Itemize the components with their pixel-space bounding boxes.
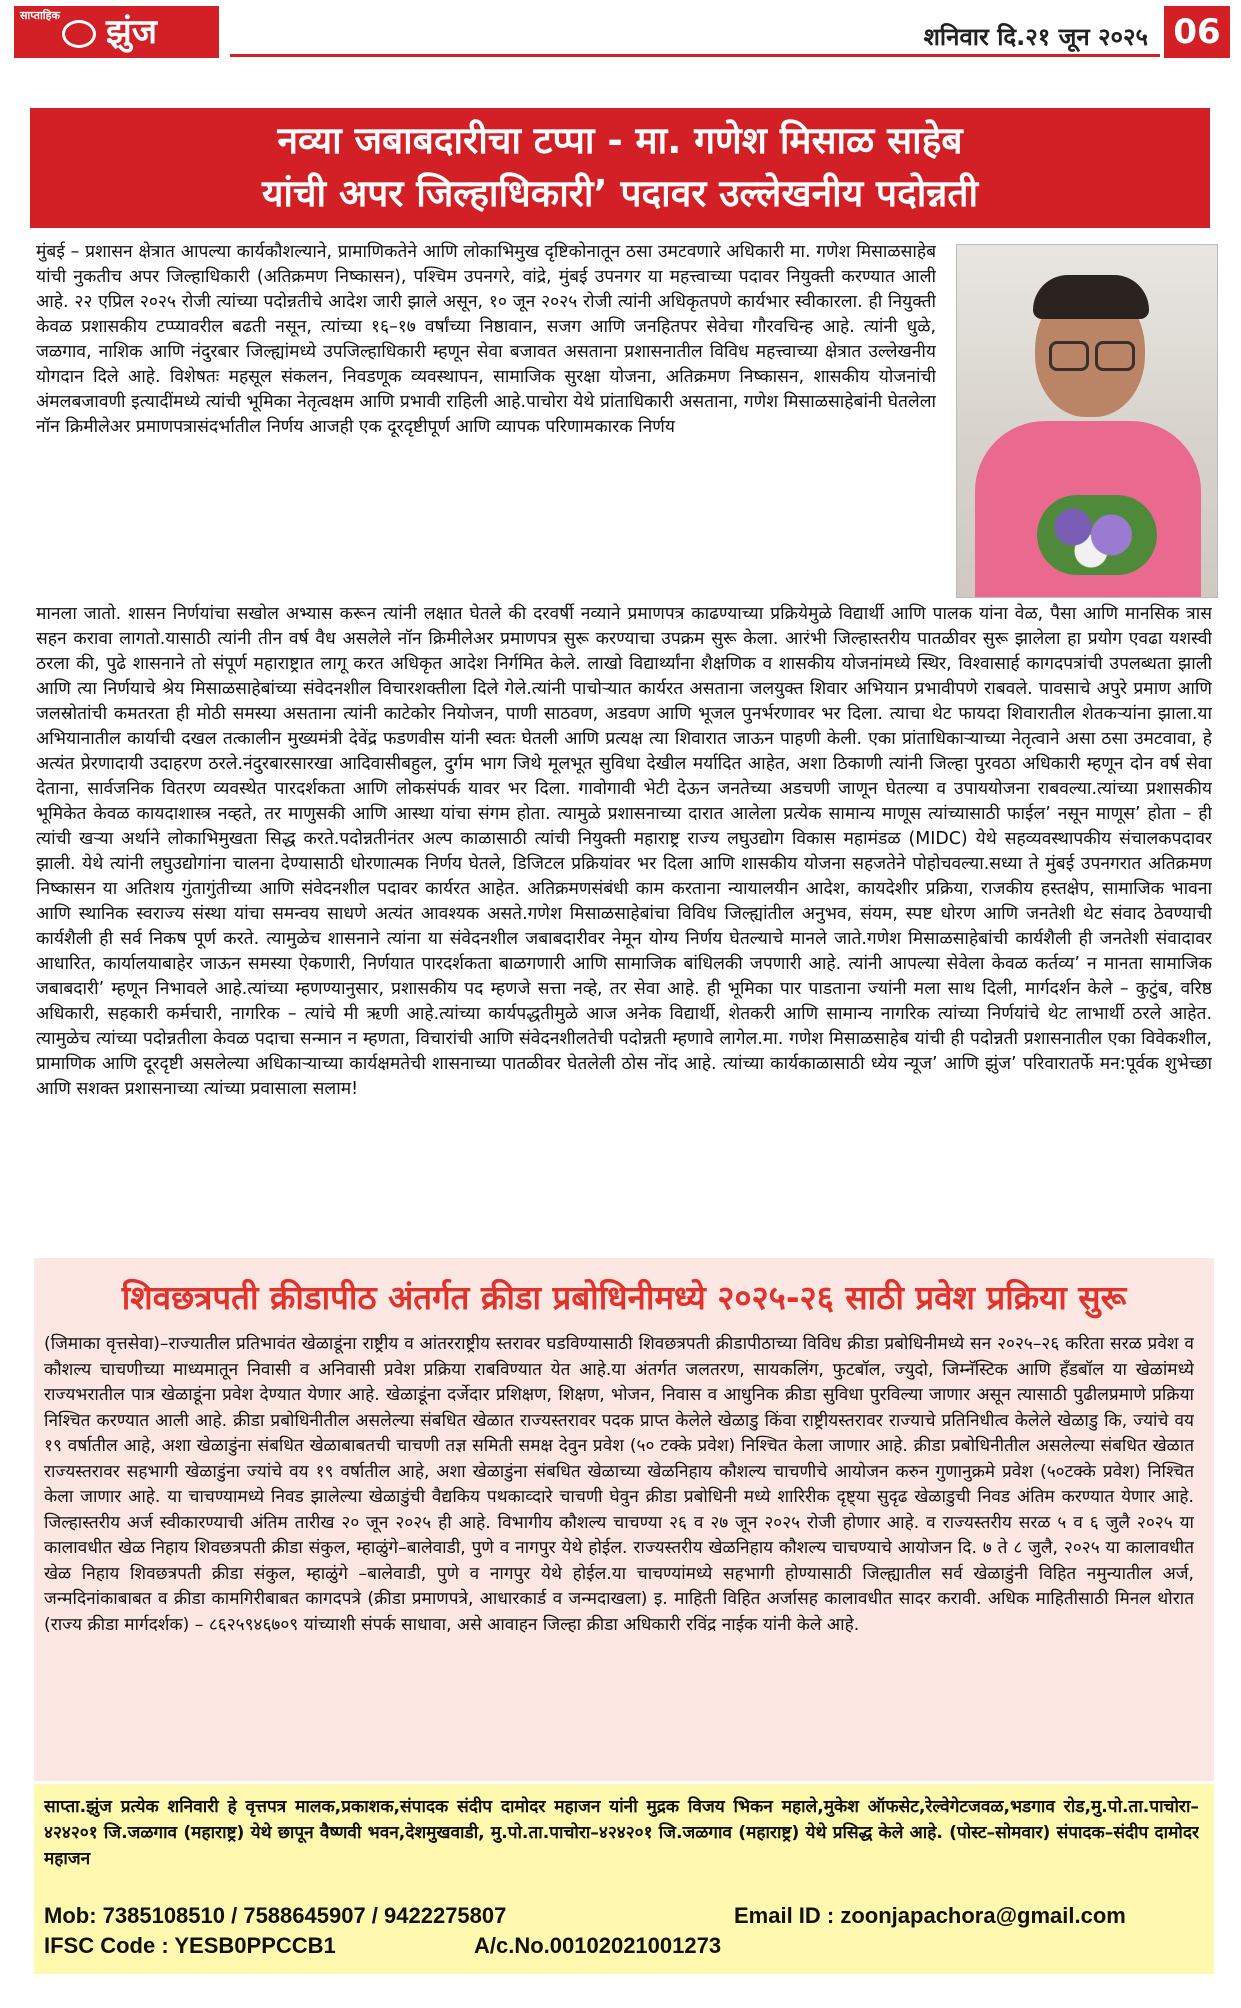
article-body-part-1: मुंबई – प्रशासन क्षेत्रात आपल्या कार्यकौशल्याने, प्रामाणिकतेने आणि लोकाभिमुख दृष्टिकोनातून ठसा उमटवणारे अधिकारी मा. गणेश मिसाळसाहेब यांची नुकतीच अपर जिल्हाधिकारी (अतिक्रमण निष्कासन), पश्चिम उपनगरे, वांद्रे, मुंबई उपनगर या महत्त्वाच्या पदावर नियुक्ती करण्यात आली आहे. २२ एप्रिल २०२५ रोजी त्यांच्या पदोन्नतीचे आदेश जारी झाले असून, १० जून २०२५ रोजी त्यांनी अधिकृतपणे कार्यभार स्वीकारला. ही नियुक्ती केवळ प्रशासकीय टप्प्यावरील बढती नसून, त्यांच्या १६–१७ वर्षांच्या निष्ठावान, सजग आणि जनहितपर सेवेचा गौरवचिन्ह आहे. त्यांनी धुळे, जळगाव, नाशिक आणि नंदुरबार जिल्ह्यांमध्ये उपजिल्हाधिकारी म्हणून सेवा बजावत असताना प्रशासनातील विविध महत्त्वाच्या क्षेत्रात उल्लेखनीय योगदान दिले आहे. विशेषतः महसूल संकलन, निवडणूक व्यवस्थापन, सामाजिक सुरक्षा योजना, अतिक्रमण निष्कासन, शासकीय योजनांची अंमलबजावणी इत्यादींमध्ये त्यांची भूमिका नेतृत्वक्षम आणि प्रभावी राहिली आहे.पाचोरा येथे प्रांताधिकारी असताना, गणेश मिसाळसाहेबांनी घेतलेला नॉन क्रिमीलेअर प्रमाणपत्रासंदर्भातील निर्णय आजही एक दूरदृष्टीपूर्ण आणि व्यापक परिणामकारक निर्णय — [36, 242, 936, 437]
logo-emblem-icon — [62, 20, 96, 48]
publication-footer — [34, 1784, 1214, 1974]
main-article — [36, 240, 1212, 1260]
logo-title: झुंज — [106, 12, 157, 52]
headline-line-2: यांची अपर जिल्हाधिकारी’ पदावर उल्लेखनीय पदोन्नती — [261, 172, 979, 215]
email-address: Email ID : zoonjapachora@gmail.com — [734, 1903, 1126, 1928]
notice-body: (जिमाका वृत्तसेवा)–राज्यातील प्रतिभावंत खेळाडूंना राष्ट्रीय व आंतरराष्ट्रीय स्तरावर घडविण्यासाठी शिवछत्रपती क्रीडापीठाच्या विविध क्रीडा प्रबोधिनीमध्ये सन २०२५–२६ करिता सरळ प्रवेश व कौशल्य चाचणीच्या माध्यमातून निवासी व अनिवासी प्रवेश प्रक्रिया राबविण्यात येत आहे.या अंतर्गत जलतरण, सायकलिंग, फुटबॉल, ज्युदो, जिम्नॅस्टिक आणि हँडबॉल या खेळांमध्ये राज्यभरातील पात्र खेळाडूंना प्रवेश देण्यात येणार आहे. खेळाडूंना दर्जेदार प्रशिक्षण, शिक्षण, भोजन, निवास व आधुनिक क्रीडा सुविधा पुरविल्या जाणार असून त्यासाठी पुढीलप्रमाणे प्रक्रिया निश्चित करण्यात आली आहे. क्रीडा प्रबोधिनीतील असलेल्या संबधित खेळात राज्यस्तरावर पदक प्राप्त केलेले खेळाडु किंवा राष्ट्रीयस्तरावर राज्याचे प्रतिनिधीत्व केलेले खेळाडु कि, ज्यांचे वय १९ वर्षातील आहे, अशा खेळाडुंना संबधित खेळाबाबतची चाचणी तज्ञ समिती समक्ष देवुन प्रवेश (५० टक्के प्रवेश) निश्चित केला जाणार आहे. क्रीडा प्रबोधिनीतील असलेल्या संबधित खेळात राज्यस्तरावर सहभागी खेळाडुंना ज्यांचे वय १९ वर्षातील आहे, अशा खेळाडुंना संबधित खेळाच्या खेळनिहाय कौशल्य चाचणीचे आयोजन करुन गुणानुक्रमे प्रवेश (५०टक्के प्रवेश) निश्चित केला जाणार आहे. या चाचण्यामध्ये निवड झालेल्या खेळाडुंची वैद्यकिय पथकाव्दारे चाचणी घेवुन क्रीडा प्रबोधिनी मध्ये शारिरीक दृष्ट्या सुदृढ खेळाडुची निवड अंतिम करण्यात येणार आहे. जिल्हास्तरीय अर्ज स्वीकारण्याची अंतिम तारीख २० जून २०२५ ही आहे. विभागीय कौशल्य चाचण्या २६ व २७ जून २०२५ रोजी होणार आहे. व राज्यस्तरीय सरळ ५ व ६ जुलै २०२५ या कालावधीत खेळ निहाय शिवछत्रपती क्रीडा संकुल, म्हाळुंगे–बालेवाडी, पुणे व नागपुर येथे होईल. राज्यस्तरीय खेळनिहाय कौशल्य चाचण्याचे आयोजन दि. ७ ते ८ जुलै, २०२५ या कालावधीत खेळ निहाय शिवछत्रपती क्रीडा संकुल, म्हाळुंगे –बालेवाडी, पुणे व नागपुर येथे होईल.या चाचण्यांमध्ये सहभागी होण्यासाठी जिल्ह्यातील सर्व खेळाडुंनी विहित नमुन्यातील अर्ज, जन्मदिनांकाबाबत व क्रीडा कामगिरीबाबत कागदपत्रे (क्रीडा प्रमाणपत्रे, आधारकार्ड व जन्मदाखला) इ. माहिती विहित अर्जासह कालावधीत सादर करावी. अधिक माहितीसाठी मिनल थोरात (राज्य क्रीडा मार्गदर्शक) – ८६२५९४६७०९ यांच्याशी संपर्क साधावा, असे आवाहन जिल्हा क्रीडा अधिकारी रविंद्र नाईक यांनी केले आहे. — [44, 1334, 1194, 1635]
masthead — [0, 0, 1241, 64]
flower-bouquet — [1037, 495, 1157, 575]
ifsc-code: IFSC Code : YESB0PPCCB1 — [44, 1933, 336, 1958]
article-body-part-2: मानला जातो. शासन निर्णयांचा सखोल अभ्यास करून त्यांनी लक्षात घेतले की दरवर्षी नव्याने प्रमाणपत्र काढण्याच्या प्रक्रियेमुळे विद्यार्थी आणि पालक यांना वेळ, पैसा आणि मानसिक त्रास सहन करावा लागतो.यासाठी त्यांनी तीन वर्ष वैध असलेले नॉन क्रिमीलेअर प्रमाणपत्र सुरू करण्याचा उपक्रम सुरू केला. आरंभी जिल्हास्तरीय पातळीवर सुरू झालेला हा प्रयोग एवढा यशस्वी ठरला की, पुढे शासनाने तो संपूर्ण महाराष्ट्रात लागू करत अधिकृत आदेश निर्गमित केले. लाखो विद्यार्थ्यांना शैक्षणिक व शासकीय योजनांमध्ये स्थिर, विश्वासार्ह कागदपत्रांची उपलब्धता झाली आणि त्या निर्णयाचे श्रेय मिसाळसाहेबांच्या संवेदनशील विचारशक्तीला दिले गेले.त्यांनी पाचोऱ्यात कार्यरत असताना जलयुक्त शिवार अभियान प्रभावीपणे राबवले. पावसाचे अपुरे प्रमाण आणि जलस्रोतांची कमतरता ही मोठी समस्या असताना त्यांनी काटेकोर नियोजन, पाणी साठवण, अडवण आणि भूजल पुनर्भरणावर भर दिला. त्याचा थेट फायदा शिवारातील शेतकऱ्यांना झाला.या अभियानातील कार्याची दखल तत्कालीन मुख्यमंत्री देवेंद्र फडणवीस यांनी स्वतः घेतली आणि प्रत्यक्ष त्या शिवारात जाऊन पाहणी केली. एका प्रांताधिकाऱ्याच्या नेतृत्वाने असा ठसा उमटवावा, हे अत्यंत प्रेरणादायी उदाहरण ठरले.नंदुरबारसारखा आदिवासीबहुल, दुर्गम भाग जिथे मूलभूत सुविधा देखील मर्यादित आहेत, अशा ठिकाणी त्यांनी जिल्हा पुरवठा अधिकारी म्हणून दोन वर्ष सेवा देताना, सार्वजनिक वितरण व्यवस्थेत पारदर्शकता आणि लोकसंपर्क यावर भर दिला. गावोगावी भेटी देऊन जनतेच्या अडचणी जाणून घेतल्या व उपाययोजना राबवल्या.त्यांच्या प्रशासकीय भूमिकेत केवळ कायदाशास्त्र नव्हते, तर माणुसकी आणि आस्था यांचा संगम होता. त्यामुळे प्रशासनाच्या दारात आलेला प्रत्येक सामान्य माणूस त्यांच्यासाठी फाईल’ नसून माणूस’ होता – ही त्यांची खऱ्या अर्थाने लोकाभिमुखता सिद्ध करते.पदोन्नतीनंतर अल्प काळासाठी त्यांची नियुक्ती महाराष्ट्र राज्य लघुउद्योग विकास महामंडळ (MIDC) येथे सहव्यवस्थापकीय संचालकपदावर झाली. येथे त्यांनी लघुउद्योगांना चालना देण्यासाठी धोरणात्मक निर्णय घेतले, डिजिटल प्रक्रियांवर भर दिला आणि शासकीय योजना सहजतेने पोहोचवल्या.सध्या ते मुंबई उपनगरात अतिक्रमण निष्कासन या अतिशय गुंतागुंतीच्या आणि संवेदनशील पदावर कार्यरत आहेत. अतिक्रमणसंबंधी काम करताना न्यायालयीन आदेश, कायदेशीर प्रक्रिया, राजकीय हस्तक्षेप, सामाजिक भावना आणि स्थानिक स्वराज्य संस्था यांचा समन्वय साधणे अत्यंत आवश्यक असते.गणेश मिसाळसाहेबांचा विविध जिल्ह्यांतील अनुभव, संयम, स्पष्ट धोरण आणि जनतेशी थेट संवाद ठेवण्याची कार्यशैली ही सर्व निकष पूर्ण करते. त्यामुळेच शासनाने त्यांना या संवेदनशील जबाबदारीवर नेमून योग्य निर्णय घेतल्याचे मानले जाते.गणेश मिसाळसाहेबांची कार्यशैली ही जनतेशी संवादावर आधारित, कार्यालयाबाहेर जाऊन समस्या ऐकणारी, निर्णयात पारदर्शकता बाळगणारी आणि सामाजिक बांधिलकी जपणारी आहे. त्यांनी आपल्या सेवेला केवळ कर्तव्य’ न मानता सामाजिक जबाबदारी’ म्हणून निभावले आहे.त्यांच्या म्हणण्यानुसार, प्रशासकीय पद म्हणजे सत्ता नव्हे, तर सेवा आहे. ही भूमिका पार पाडताना ज्यांनी मला साथ दिली, मार्गदर्शन केले – कुटुंब, वरिष्ठ अधिकारी, सहकारी कर्मचारी, नागरिक – त्यांचे मी ऋणी आहे.त्यांच्या कार्यपद्धतीमुळे आज अनेक विद्यार्थी, शेतकरी आणि सामान्य नागरिक त्यांच्या निर्णयांचे थेट लाभार्थी ठरले आहेत. त्यामुळेच त्यांच्या पदोन्नतीला केवळ पदाचा सन्मान न म्हणता, विचारांची आणि संवेदनशीलतेची पदोन्नती म्हणावे लागेल.मा. गणेश मिसाळसाहेब यांची ही पदोन्नती प्रशासनातील एका विवेकशील, प्रामाणिक आणि दूरदृष्टी असलेल्या अधिकाऱ्याच्या कार्यक्षमतेची शासनाच्या पातळीवर घेतलेली ठोस नोंद आहे. त्यांच्या कार्यकाळासाठी ध्येय न्यूज’ आणि झुंज’ परिवारातर्फे मन:पूर्वक शुभेच्छा आणि सशक्त प्रशासनाच्या त्यांच्या प्रवासाला सलाम! — [36, 604, 1212, 1099]
mobile-numbers: Mob: 7385108510 / 7588645907 / 9422275807 — [44, 1903, 507, 1928]
newspaper-logo — [14, 6, 219, 58]
portrait-photo — [956, 244, 1218, 598]
sports-admission-notice — [34, 1258, 1214, 1781]
issue-date: शनिवार दि.२१ जून २०२५ — [923, 23, 1148, 51]
account-number: A/c.No.00102021001273 — [474, 1933, 722, 1958]
logo-subtitle: साप्ताहिक — [20, 9, 60, 22]
imprint-text: साप्ता.झुंज प्रत्येक शनिवारी हे वृत्तपत्र मालक,प्रकाशक,संपादक संदीप दामोदर महाजन यांनी मुद्रक विजय भिकन महाले,मुकेश ऑफसेट,रेल्वेगेटजवळ,भडगाव रोड,मु.पो.ता.पाचोरा–४२४२०१ जि.जळगाव (महाराष्ट्र) येथे छापून वैष्णवी भवन,देशमुखवाडी, मु.पो.ता.पाचोरा–४२४२०१ जि.जळगाव (महाराष्ट्र) येथे प्रसिद्ध केले आहे. (पोस्ट–सोमवार) संपादक–संदीप दामोदर महाजन — [44, 1797, 1199, 1869]
headline-line-1: नव्या जबाबदारीचा टप्पा - मा. गणेश मिसाळ साहेब — [277, 119, 963, 162]
article-headline — [30, 108, 1210, 228]
notice-headline: शिवछत्रपती क्रीडापीठ अंतर्गत क्रीडा प्रबोधिनीमध्ये २०२५-२६ साठी प्रवेश प्रक्रिया सुरू — [121, 1278, 1127, 1317]
page-number: 06 — [1164, 6, 1230, 58]
header-date-bar — [230, 20, 1160, 57]
